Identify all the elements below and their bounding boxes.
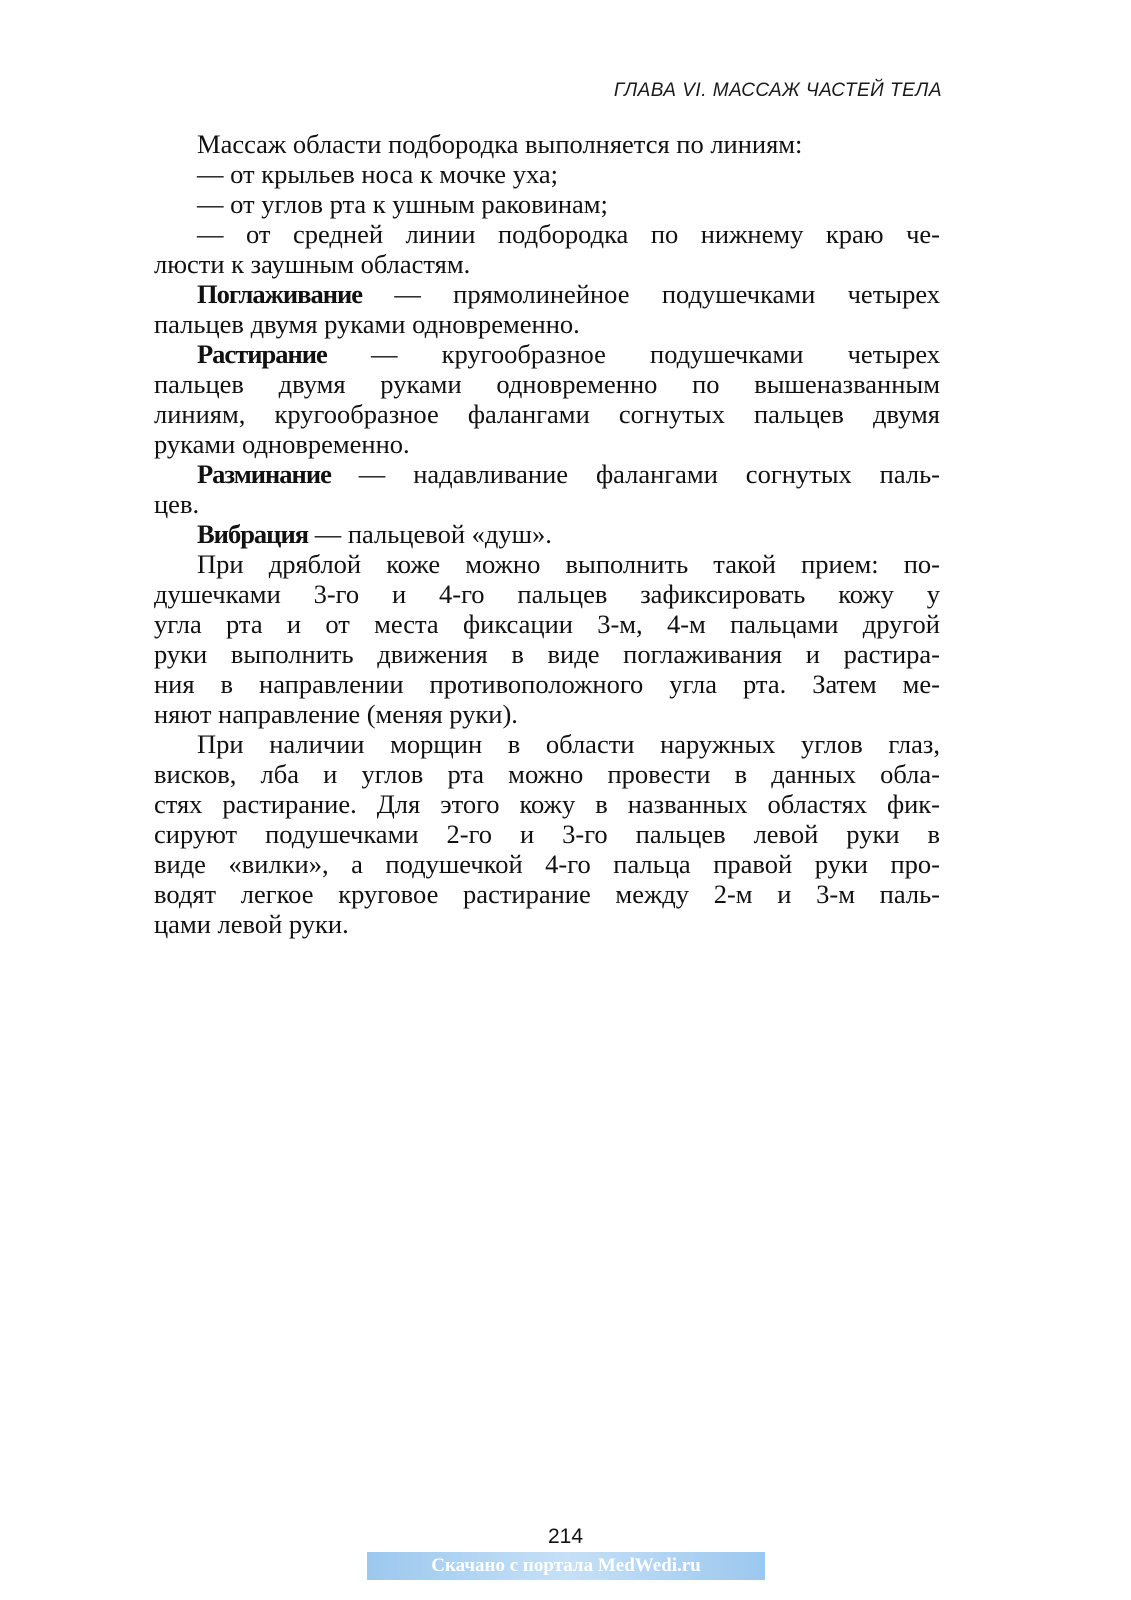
running-head: ГЛАВА VI. МАССАЖ ЧАСТЕЙ ТЕЛА bbox=[613, 80, 942, 101]
paragraph-rubbing bbox=[154, 339, 940, 369]
text-line: пальцев двумя руками одновременно. bbox=[154, 309, 580, 339]
text-line: руки выполнить движения в виде поглаживания и растира- bbox=[154, 639, 940, 669]
text-line: сируют подушечками 2-го и 3-го пальцев левой руки в bbox=[154, 819, 940, 849]
text-line: пальцев двумя руками одновременно по вышеназванным bbox=[154, 369, 940, 399]
text-line: руками одновременно. bbox=[154, 429, 410, 459]
text-line: няют направление (меняя руки). bbox=[154, 699, 518, 729]
term-kneading: Разминание bbox=[197, 459, 331, 489]
text-fragment: — кругообразное подушечками четырех bbox=[326, 339, 940, 369]
text-line: виде «вилки», а подушечкой 4-го пальца правой руки про- bbox=[154, 849, 940, 879]
text-line: люсти к заушным областям. bbox=[154, 249, 471, 279]
text-line: душечками 3-го и 4-го пальцев зафиксировать кожу у bbox=[154, 579, 940, 609]
term-vibration: Вибрация bbox=[197, 519, 309, 549]
page-number: 214 bbox=[547, 1525, 584, 1548]
text-line: Массаж области подбородка выполняется по линиям: bbox=[197, 129, 803, 159]
list-item: — от углов рта к ушным раковинам; bbox=[197, 189, 608, 219]
text-line: линиям, кругообразное фалангами согнутых пальцев двумя bbox=[154, 399, 940, 429]
paragraph-stroking bbox=[154, 279, 940, 309]
text-fragment: — надавливание фалангами согнутых паль- bbox=[330, 459, 940, 489]
text-line: цев. bbox=[154, 489, 200, 519]
list-item: — от средней линии подбородка по нижнему краю че- bbox=[197, 219, 940, 249]
text-line: При дряблой коже можно выполнить такой прием: по- bbox=[197, 549, 940, 579]
list-item: — от крыльев носа к мочке уха; bbox=[197, 159, 558, 189]
term-stroking: Поглаживание bbox=[197, 279, 363, 309]
body-text bbox=[154, 129, 940, 939]
paragraph-kneading bbox=[154, 459, 940, 489]
text-line: водят легкое круговое растирание между 2-м и 3-м паль- bbox=[154, 879, 940, 909]
term-rubbing: Растирание bbox=[197, 339, 327, 369]
text-line: угла рта и от места фиксации 3-м, 4-м пальцами другой bbox=[154, 609, 940, 639]
text-line: При наличии морщин в области наружных углов глаз, bbox=[197, 729, 940, 759]
text-line: цами левой руки. bbox=[154, 909, 349, 939]
text-fragment: — прямолинейное подушечками четырех bbox=[362, 279, 940, 309]
text-fragment: — пальцевой «душ». bbox=[308, 519, 552, 549]
text-line: ния в направлении противоположного угла рта. Затем ме- bbox=[154, 669, 940, 699]
paragraph-vibration bbox=[154, 519, 940, 549]
text-line: висков, лба и углов рта можно провести в данных обла- bbox=[154, 759, 940, 789]
text-line: стях растирание. Для этого кожу в названных областях фик- bbox=[154, 789, 940, 819]
watermark-banner: Скачано с портала MedWedi.ru bbox=[367, 1552, 765, 1580]
